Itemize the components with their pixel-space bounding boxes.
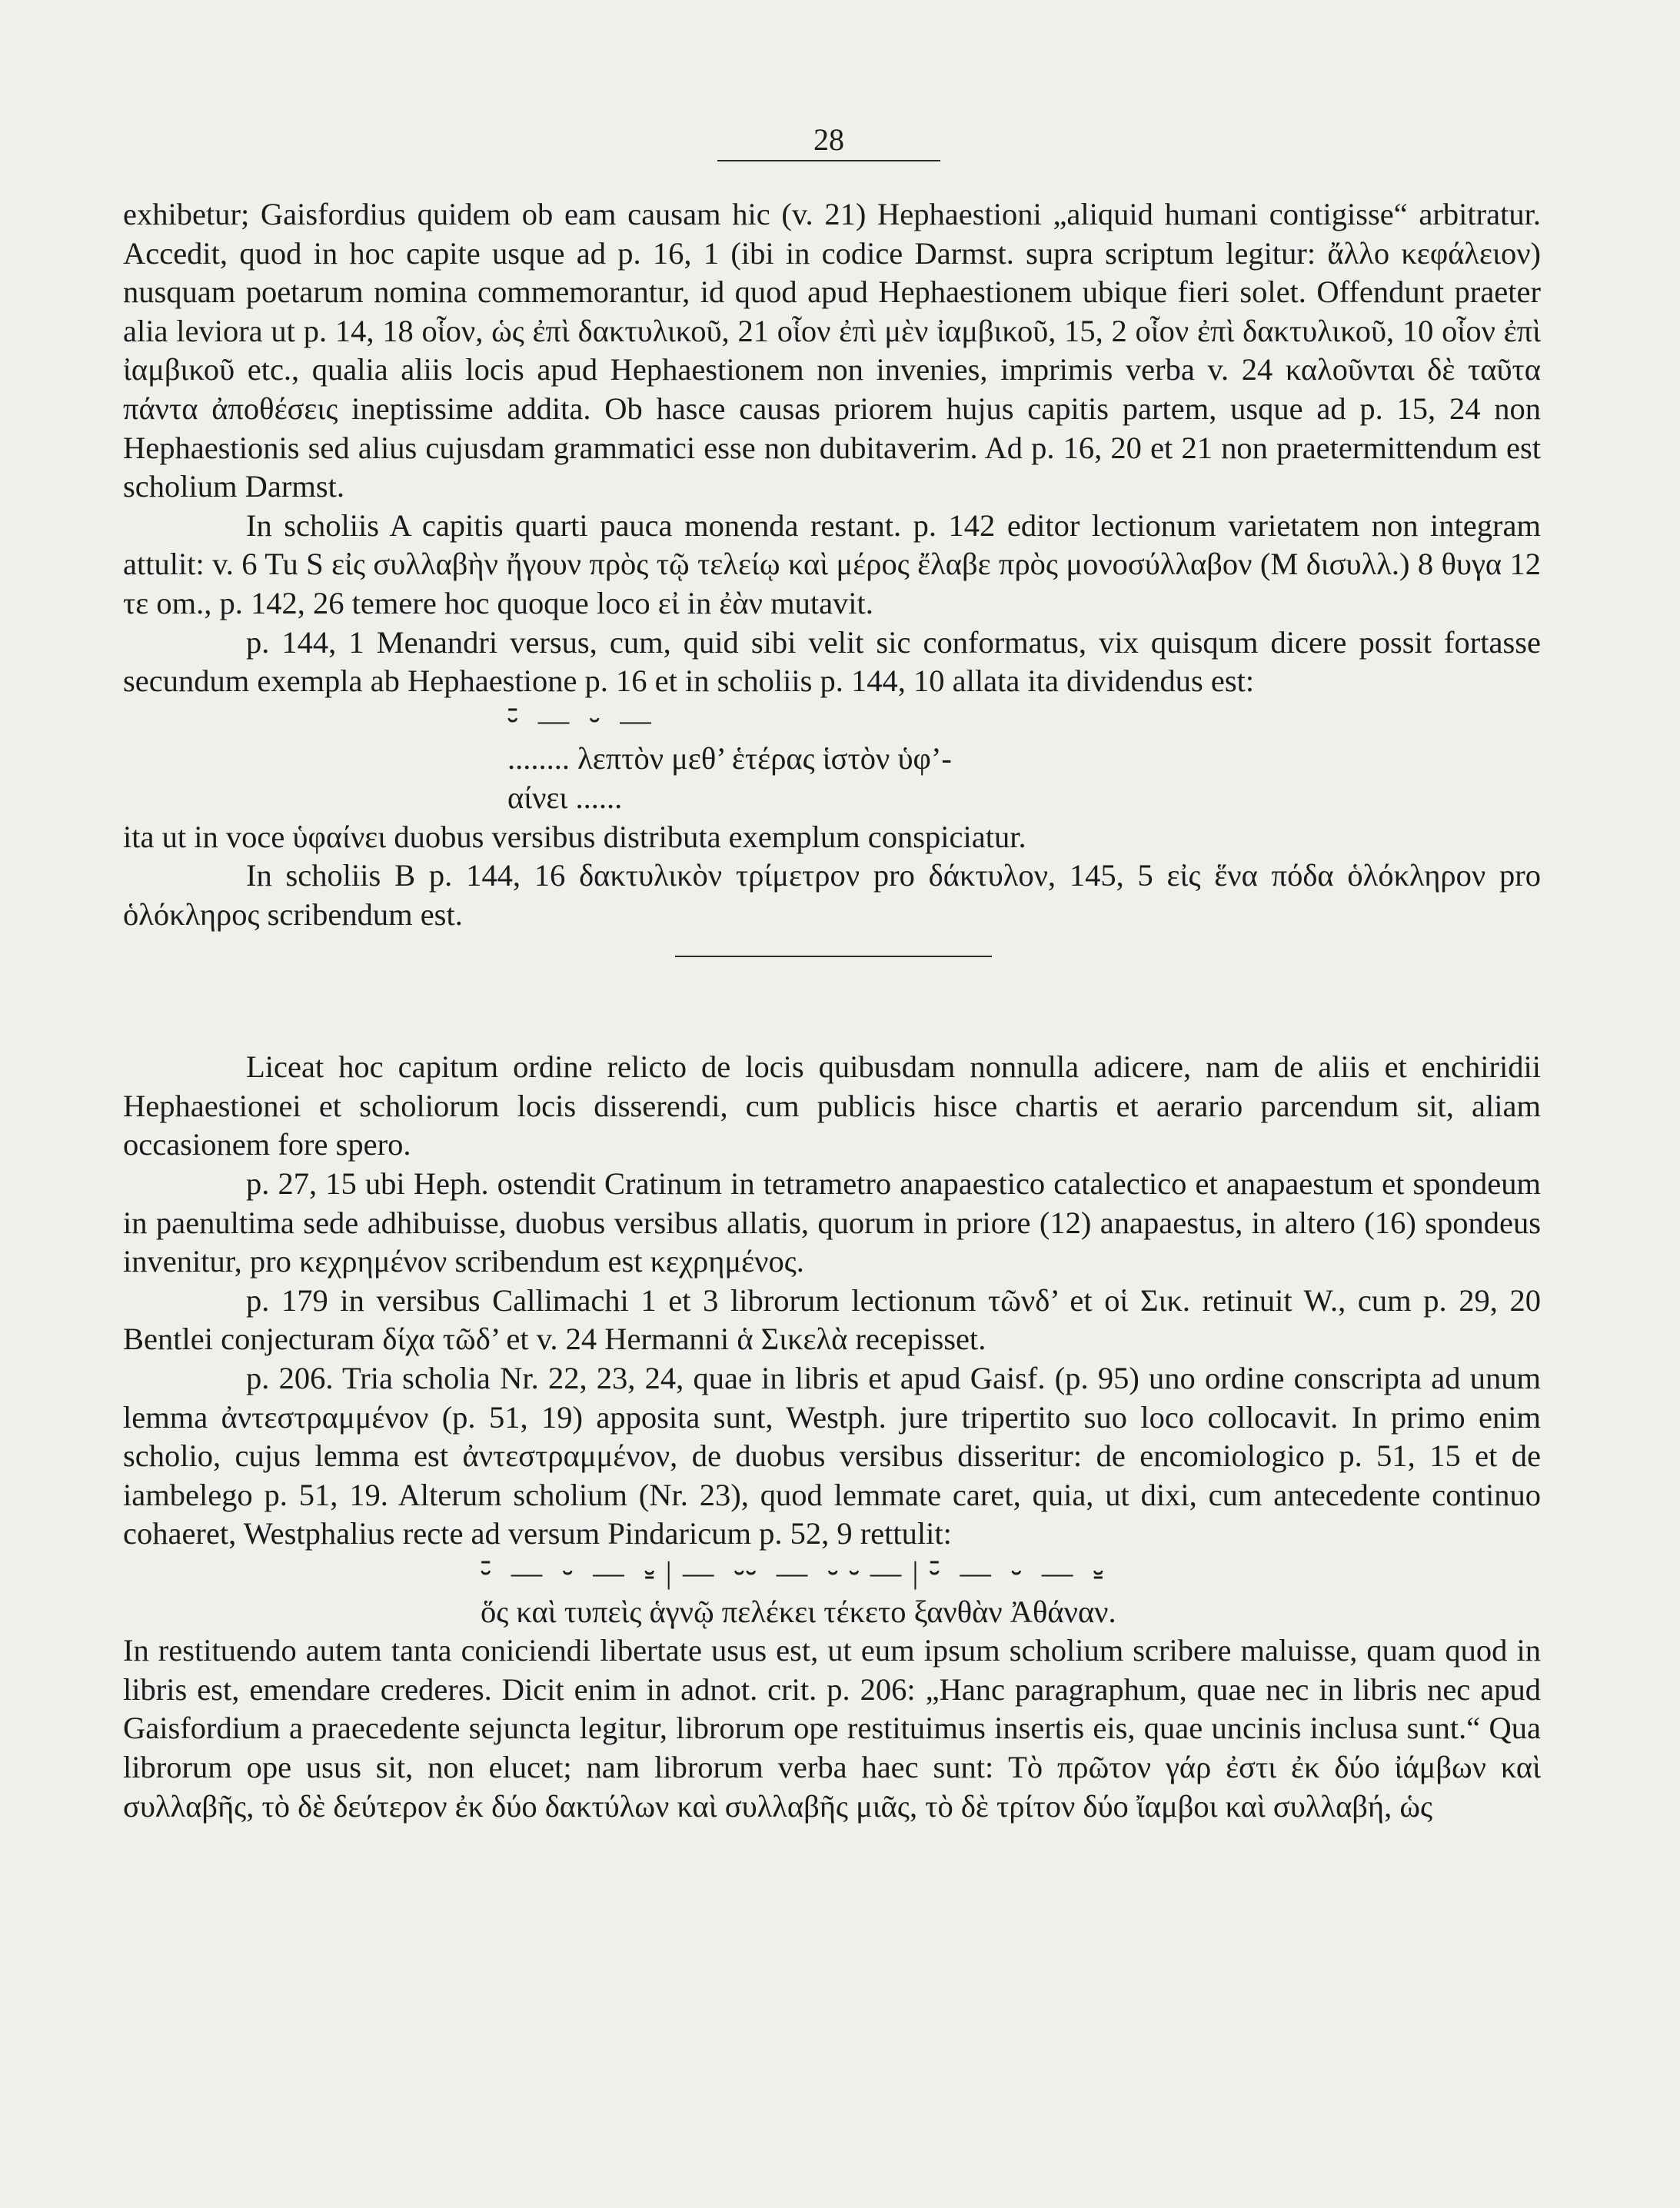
paragraph-9: p. 206. Tria scholia Nr. 22, 23, 24, quae in libris et apud Gaisf. (p. 95) uno ordine conscripta ad unum lemma ἀντεστραμμένον (p. 51, 19) apposita sunt, Westph. jure tripertito suo loco collocavit. In primo enim scholio, cujus lemma est ἀντεστραμμένον, de duobus versibus disseritur: de encomiologico p. 51, 15 et de iambelego p. 51, 19. Alterum scholium (Nr. 23), quod lemmate caret, quia, ut dixi, cum antecedente continuo cohaeret, Westphalius recte ad versum Pindaricum p. 52, 9 rettulit: xyxy=(123,1361,1541,1551)
paragraph-10: In restituendo autem tanta coniciendi libertate usus est, ut eum ipsum scholium scribere maluisse, quam quod in libris est, emendare crederes. Dicit enim in adnot. crit. p. 206: „Hanc paragraphum, quae nec in libris nec apud Gaisfordium a praecedente sejuncta legitur, librorum ope restituimus insertis eis, quae uncinis inclusa sunt.“ Qua librorum ope usus sit, non elucet; nam librorum verba haec sunt: Τὸ πρῶτον γάρ ἐστι ἐκ δύο ἰάμβων καὶ συλλαβῆς, τὸ δὲ δεύτερον ἐκ δύο δακτύλων καὶ συλλαβῆς μιᾶς, τὸ δὲ τρίτον δύο ἴαμβοι καὶ συλλαβή, ὡς xyxy=(123,1633,1541,1824)
section-divider xyxy=(675,956,992,957)
verse-1-line-2: αίνει ...... xyxy=(507,780,623,815)
paragraph-8: p. 179 in versibus Callimachi 1 et 3 librorum lectionum τῶνδ’ et οἱ Σικ. retinuit W., cum p. 29, 20 Bentlei conjecturam δίχα τῶδ’ et v. 24 Hermanni ἁ Σικελὰ recepisset. xyxy=(123,1282,1541,1357)
verse-1-metre: ⏑̄ — ⏑ — xyxy=(507,702,653,737)
page-number: 28 xyxy=(813,122,844,157)
paragraph-4: ita ut in voce ὑφαίνει duobus versibus distributa exemplum conspiciatur. xyxy=(123,819,1026,854)
paragraph-6: Liceat hoc capitum ordine relicto de locis quibusdam nonnulla adicere, nam de aliis et enchiridii Hephaestionei et scholiorum locis disserendi, cum publicis hisce chartis et aerario parcendum sit, aliam occasionem fore spero. xyxy=(123,1049,1541,1162)
page-number-rule xyxy=(717,160,940,161)
paragraph-5: In scholiis B p. 144, 16 δακτυλικὸν τρίμετρον pro δάκτυλον, 145, 5 εἰς ἕνα πόδα ὁλόκληρον pro ὁλόκληρος scribendum est. xyxy=(123,858,1541,932)
verse-2-line: ὅς καὶ τυπεὶς ἁγνῷ πελέκει τέκετο ξανθὰν Ἀθάναν. xyxy=(481,1594,1116,1629)
paragraph-2: In scholiis A capitis quarti pauca monenda restant. p. 142 editor lectionum varietatem non integram attulit: v. 6 Tu S εἰς συλλαβὴν ἤγουν πρὸς τῷ τελείῳ καὶ μέρος ἔλαβε πρὸς μονοσύλλαβον (M δισυλλ.) 8 θυγα 12 τε om., p. 142, 26 temere hoc quoque loco εἰ in ἐὰν mutavit. xyxy=(123,507,1541,620)
verse-2-metre: ⏑̄ — ⏑ — ⏓ | — ⏑⏑ — ⏑ ⏑ — | ⏑̄ — ⏑ — ⏓ xyxy=(481,1555,1106,1590)
body-text xyxy=(123,195,1541,1826)
paragraph-1: exhibetur; Gaisfordius quidem ob eam causam hic (v. 21) Hephaestioni „aliquid humani contigisse“ arbitratur. Accedit, quod in hoc capite usque ad p. 16, 1 (ibi in codice Darmst. supra scriptum legitur: ἄλλο κεφάλειον) nusquam poetarum nomina commemorantur, id quod apud Hephaestionem ubique fieri solet. Offendunt praeter alia leviora ut p. 14, 18 οἷον, ὡς ἐπὶ δακτυλικοῦ, 21 οἷον ἐπὶ μὲν ἰαμβικοῦ, 15, 2 οἷον ἐπὶ δακτυλικοῦ, 10 οἷον ἐπὶ ἰαμβικοῦ etc., qualia aliis locis apud Hephaestionem non invenies, imprimis verba v. 24 καλοῦνται δὲ ταῦτα πάντα ἀποθέσεις ineptissime addita. Ob hasce causas priorem hujus capitis partem, usque ad p. 15, 24 non Hephaestionis sed alius cujusdam grammatici esse non dubitaverim. Ad p. 16, 20 et 21 non praetermittendum est scholium Darmst. xyxy=(123,197,1541,504)
verse-1-line-1: ........ λεπτὸν μεθ’ ἑτέρας ἱστὸν ὑφ’- xyxy=(507,741,952,776)
paragraph-7: p. 27, 15 ubi Heph. ostendit Cratinum in tetrametro anapaestico catalectico et anapaestum et spondeum in paenultima sede adhibuisse, duobus versibus allatis, quorum in priore (12) anapaestus, in altero (16) spondeus invenitur, pro κεχρημένον scribendum est κεχρημένος. xyxy=(123,1166,1541,1279)
paragraph-3: p. 144, 1 Menandri versus, cum, quid sibi velit sic conformatus, vix quisqum dicere possit fortasse secundum exempla ab Hephaestione p. 16 et in scholiis p. 144, 10 allata ita dividendus est: xyxy=(123,624,1541,699)
